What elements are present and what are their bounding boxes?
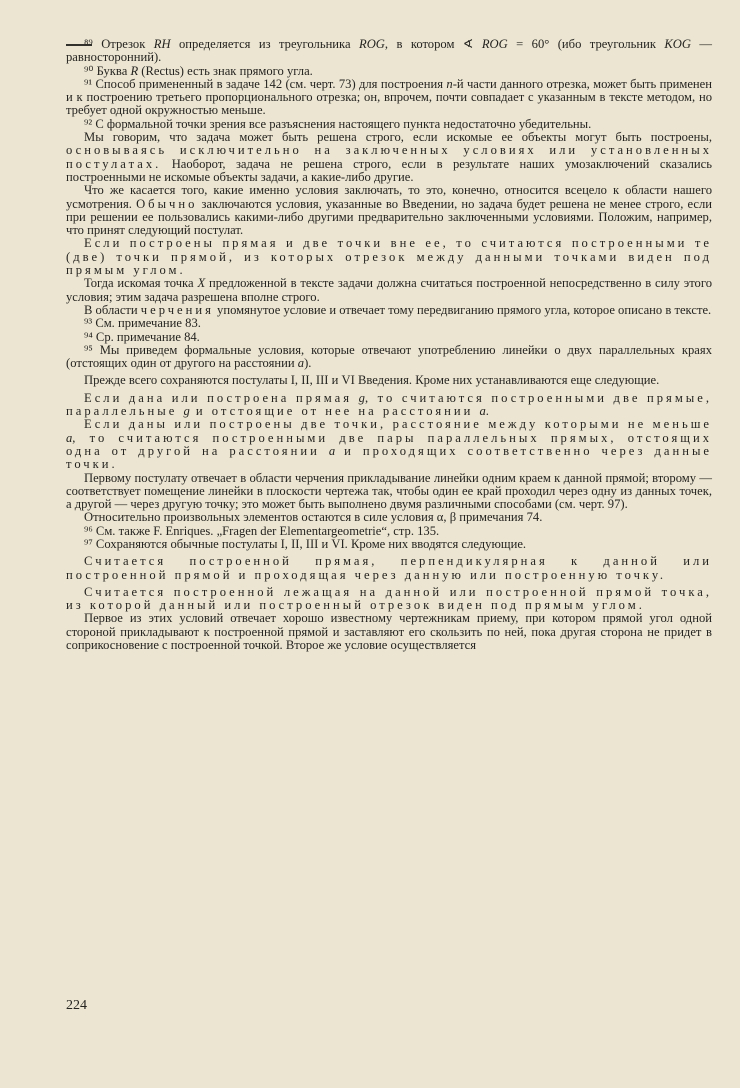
text-run: (Rectus) есть знак прямого угла. xyxy=(138,63,313,78)
text-run: KOG xyxy=(664,37,691,51)
text-run: определяется из треугольника xyxy=(170,37,359,51)
paragraph xyxy=(66,304,712,317)
text-run: ⁹⁰ Буква xyxy=(84,63,131,78)
text-run: Если дана или построена прямая xyxy=(84,390,359,405)
paragraph xyxy=(66,131,712,184)
text-run: упомянутое условие и отвечает тому передвиганию прямого угла, которое описано в тексте. xyxy=(213,302,712,317)
text-run: и отстоящие от нее на расстоянии xyxy=(189,404,480,419)
paragraph xyxy=(66,392,712,419)
text-run: Если построены прямая и две точки вне ее, то считаются построенными те (две) точки прямой, из которых отрезок между данными точками виден под прямым углом. xyxy=(66,236,712,278)
text-run: ⁸⁹ Отрезок xyxy=(84,37,154,51)
text-run: Считается построенной лежащая на данной или построенной прямой точка, из которой данный или построенный отрезок виден под прямым углом. xyxy=(66,584,712,613)
text-run: a xyxy=(66,430,73,445)
text-run: . xyxy=(485,404,489,419)
paragraph xyxy=(66,472,712,512)
paragraph xyxy=(66,418,712,471)
paragraph xyxy=(66,511,712,524)
text-run: g xyxy=(183,404,190,419)
text-run: n xyxy=(446,76,453,91)
text-run: a xyxy=(328,443,336,458)
text-run: ). xyxy=(304,356,312,371)
text-run: Что же касается того, какие именно условия заключать, то это, конечно, относится всецело к области нашего усмотрения. xyxy=(66,183,712,211)
paragraph xyxy=(66,344,712,371)
text-run: заключаются условия, указанные во Введении, но задача будет решена не менее строго, если при решении ее пользовались какими-либо другими предварительно заключенными условиями. Положим, например, что принят следующий постулат. xyxy=(66,196,712,238)
paragraph xyxy=(66,525,712,538)
text-run: Первому постулату отвечает в области черчения прикладывание линейки одним краем к данной прямой; второму — соответствует помещение линейки в плоскости чертежа так, чтобы один ее край проходил через одну из данных точек, а другой — через другую точку; это может быть выполнено двумя различными способами (см. черт. 97). xyxy=(66,470,712,512)
text-run: Прежде всего сохраняются постулаты I, II, III и VI Введения. Кроме них устанавливаются еще следующие. xyxy=(84,373,660,388)
paragraph xyxy=(66,78,712,118)
text-run: a xyxy=(479,404,486,419)
text-run: X xyxy=(197,276,206,291)
paragraph xyxy=(66,612,712,652)
text-run: , то считаются построенными две прямые, параллельные xyxy=(66,390,712,419)
text-run: Обычно xyxy=(136,196,198,211)
paragraph xyxy=(66,118,712,131)
paragraph xyxy=(66,586,712,613)
text-run: ⁹⁶ См. также F. Enriques. „Fragen der Elementargeometrie“, стр. 135. xyxy=(84,523,440,538)
text-run: ⁹⁵ Мы приведем формальные условия, которые отвечают употреблению линейки о двух параллельных краях (отстоящих один от другого на расстоянии xyxy=(66,342,712,371)
text-run: ROG xyxy=(481,37,508,51)
text-run: — равносторонний). xyxy=(66,37,713,65)
notes-text xyxy=(66,38,712,652)
text-run: Если даны или построены две точки, расстояние между которыми не меньше xyxy=(84,417,712,432)
text-run: RH xyxy=(153,37,171,51)
text-run: ⁹⁷ Сохраняются обычные постулаты I, II, III и VI. Кроме них вводятся следующие. xyxy=(84,536,527,551)
text-run: -й части данного отрезка, может быть применен и к построению третьего пропорционального отрезка; он, впрочем, почти совпадает с указанным в тексте методом, но требует одной окружностью меньше. xyxy=(66,76,712,118)
paragraph xyxy=(66,538,712,551)
paragraph xyxy=(66,555,712,582)
paragraph xyxy=(66,38,712,65)
text-run: , в котором ∢ xyxy=(384,37,482,51)
text-run: ⁹⁴ Ср. примечание 84. xyxy=(84,329,200,344)
text-run: Наоборот, задача не решена строго, если в результате наших умозаключений сказались построенными не искомые объекты задачи, а какие-либо другие. xyxy=(66,156,712,184)
text-run: и проходящих соответственно через данные точки. xyxy=(66,443,712,472)
text-run: ⁹³ См. примечание 83. xyxy=(84,316,201,331)
text-run: ⁹¹ Способ примененный в задаче 142 (см. черт. 73) для построения xyxy=(84,76,447,91)
text-run: ROG xyxy=(359,37,385,51)
text-run: основываясь исключительно на заключенных условиях или установленных постулатах. xyxy=(66,143,712,171)
paragraph xyxy=(66,374,712,387)
text-run: В области xyxy=(84,302,141,317)
text-run: Мы говорим, что задача может быть решена строго, если искомые ее объекты могут быть построены, xyxy=(84,130,712,145)
paragraph xyxy=(66,65,712,78)
paragraph xyxy=(66,184,712,237)
text-run: a xyxy=(297,356,305,371)
text-run: = 60° (ибо треугольник xyxy=(507,37,665,51)
paragraph xyxy=(66,277,712,304)
text-run: Тогда искомая точка xyxy=(84,276,198,291)
text-run: Относительно произвольных элементов остаются в силе условия α, β примечания 74. xyxy=(84,510,543,525)
text-run: , то считаются построенными две пары параллельных прямых, отстоящих одна от другой на расстоянии xyxy=(66,430,712,458)
text-run: черчения xyxy=(140,302,214,317)
text-run: g xyxy=(358,390,365,405)
paragraph xyxy=(66,331,712,344)
page-number: 224 xyxy=(66,998,87,1013)
paragraph xyxy=(66,317,712,330)
text-run: R xyxy=(130,63,139,78)
text-run: ⁹² С формальной точки зрения все разъяснения настоящего пункта недостаточно убедительны. xyxy=(84,116,592,131)
text-run: Считается построенной прямая, перпендикулярная к данной или построенной прямой и проходящая через данную или построенную точку. xyxy=(66,554,712,582)
paragraph xyxy=(66,237,712,277)
text-run: предложенной в тексте задачи должна считаться построенной непосредственно в силу этого условия; этим задача разрешена вполне строго. xyxy=(66,276,712,304)
text-run: Первое из этих условий отвечает хорошо известному чертежникам приему, при котором прямой угол одной стороной прикладывают к построенной прямой и заставляют его скользить по ней, пока другая сторона не придет в соприкосновение с построенной точкой. Второе же условие осуществляется xyxy=(66,611,712,653)
